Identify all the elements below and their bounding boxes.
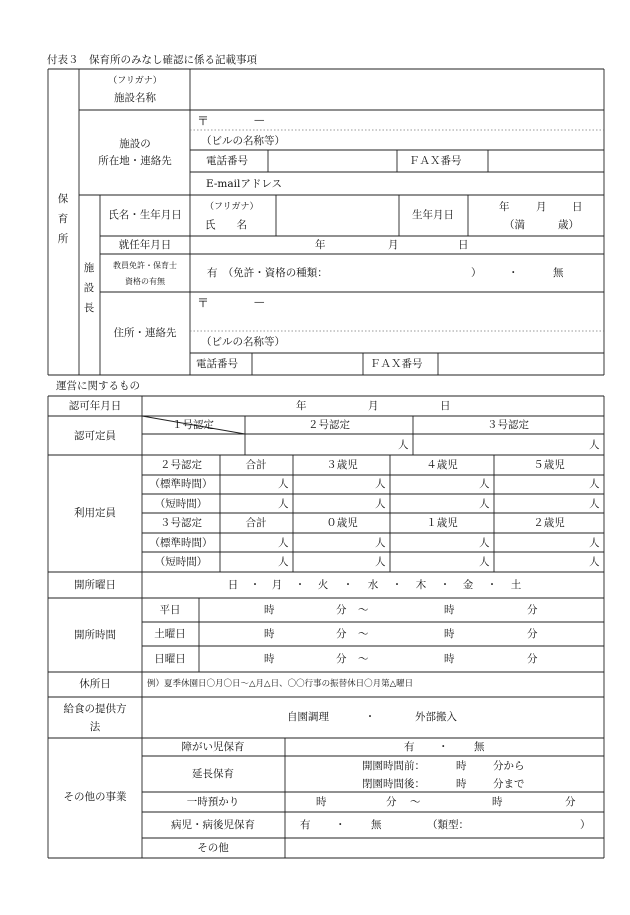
operations-heading: 運営に関するもの [56,380,140,392]
appointed-label: 就任年月日 [118,239,172,251]
dob-day: 日 [572,201,583,213]
unit: 人 [479,537,490,549]
age-close: 歳） [558,219,579,231]
minute-unit: 分 [527,604,538,616]
hour-unit: 時 [444,628,455,640]
tilde: 〜 [358,604,369,616]
hour-unit: 時 [264,628,275,640]
tel-label: 電話番号 [206,155,248,167]
hours-label: 開所時間 [74,629,116,641]
hour-unit: 時 [456,760,467,772]
director-label-char: 長 [83,302,95,314]
usage-total: 合計 [245,459,267,471]
director-postal-mark: 〒 [197,296,210,310]
license-yes: 有 （免許・資格の種類： [207,267,328,279]
day-sep: ・ [391,579,403,591]
day-sat: 土 [510,579,522,591]
minute-unit: 分 [527,653,538,665]
license-no: 無 [553,267,564,279]
sunday-label: 日曜日 [154,653,186,665]
unit: 人 [589,556,600,568]
minute-unit: 分 [336,653,347,665]
postal-dash: — [254,114,265,126]
disability-yes: 有 [404,741,415,753]
director-label-char: 設 [83,282,95,294]
usage-age1: １歳児 [426,517,458,529]
unit: 人 [375,556,386,568]
form-title: 付表３ 保育所のみなし確認に係る記載事項 [47,54,257,66]
license-label-line2: 資格の有無 [125,277,165,286]
unit: 人 [375,478,386,490]
license-type-field[interactable] [360,264,470,282]
weekday-label: 平日 [159,604,181,616]
usage-age3: ３歳児 [326,459,358,471]
usage-short: （短時間） [154,498,208,510]
unit: 人 [278,537,289,549]
tel-field[interactable] [270,152,395,170]
unit: 人 [589,478,600,490]
day-tue: 火 [317,579,329,591]
license-label-line1: 教員免許・保育士 [113,261,177,270]
hour-unit: 時 [316,796,327,808]
day-sun: 日 [227,579,239,591]
director-name-field[interactable] [278,197,397,234]
meal-label-line2: 法 [89,721,101,733]
unit: 人 [278,498,289,510]
sick-child-label: 病児・病後児保育 [171,819,255,831]
day-sep: ・ [294,579,306,591]
email-label: E-mailアドレス [206,178,283,190]
type-label: （類型： [427,819,469,831]
usage-short-2: （短時間） [154,556,208,568]
capacity-label: 認可定員 [74,430,116,442]
meal-self: 自園調理 [287,711,329,723]
director-furigana-label: （フリガナ） [205,202,259,212]
cert2-unit: 人 [398,439,409,451]
hour-unit: 時 [444,604,455,616]
building-label: （ビルの名称等） [201,135,285,147]
cert1-header: １号認定 [172,419,214,431]
day-sep: ・ [486,579,498,591]
usage-cert3: ３号認定 [160,517,202,529]
day-wed: 水 [367,579,379,591]
unit: 人 [589,537,600,549]
day-mon: 月 [271,579,283,591]
fax-label: ＦＡＸ番号 [409,155,462,167]
other-services-label: その他の事業 [63,791,127,803]
sick-child-sep: ・ [335,819,346,831]
after-close-label: 閉園時間後： [362,778,425,790]
fax-field[interactable] [490,152,602,170]
section-label-char: 育 [57,213,69,225]
appointed-day: 日 [458,239,469,251]
tilde: 〜 [410,796,421,808]
type-close: ） [580,819,591,831]
day-fri: 金 [462,579,474,591]
director-fax-label: ＦＡＸ番号 [370,358,423,370]
age-open: （満 [504,219,525,231]
day-sep: ・ [439,579,451,591]
director-postal-dash: — [254,296,265,308]
days-label: 開所曜日 [74,579,116,591]
unit: 人 [479,478,490,490]
disability-no: 無 [474,741,485,753]
minute-unit: 分 [336,604,347,616]
usage-label: 利用定員 [74,507,116,519]
usage-age5: ５歳児 [533,459,565,471]
minute-unit: 分 [386,796,397,808]
postal-mark: 〒 [197,114,210,128]
extended-label: 延長保育 [192,768,234,780]
unit: 人 [589,498,600,510]
meal-outside: 外部搬入 [415,711,457,723]
director-address-label: 住所・連絡先 [113,327,177,339]
approval-date-label: 認可年月日 [68,400,122,412]
minute-unit: 分 [336,628,347,640]
usage-age0: ０歳児 [326,517,358,529]
section-label-char: 所 [57,233,69,245]
approval-year: 年 [296,400,307,412]
disability-label: 障がい児保育 [181,741,245,753]
director-name-label: 氏 名 [205,219,247,231]
sick-child-yes: 有 [300,819,311,831]
name-dob-label: 氏名・生年月日 [108,209,182,221]
dob-label: 生年月日 [412,209,454,221]
unit: 人 [375,498,386,510]
facility-furigana-label: （フリガナ） [108,76,162,86]
unit: 人 [479,556,490,568]
usage-standard: （標準時間） [149,478,213,490]
dob-month: 月 [536,201,547,213]
hour-unit: 時 [492,796,503,808]
approval-day: 日 [440,400,451,412]
saturday-label: 土曜日 [154,628,186,640]
day-sep: ・ [249,579,261,591]
day-thu: 木 [415,579,427,591]
sick-child-no: 無 [371,819,382,831]
license-close: ） [471,267,482,279]
until-label: 分まで [493,778,525,790]
location-label-line2: 所在地・連絡先 [98,155,172,167]
section-label-char: 保 [57,193,69,205]
facility-name-field[interactable] [192,71,602,108]
from-label: 分から [493,760,525,772]
location-label-line1: 施設の [119,138,151,150]
usage-age4: ４歳児 [426,459,458,471]
unit: 人 [278,478,289,490]
unit: 人 [375,537,386,549]
approval-month: 月 [368,400,379,412]
usage-age2: ２歳児 [533,517,565,529]
hour-unit: 時 [456,778,467,790]
facility-name-label: 施設名称 [114,92,156,104]
cert3-unit: 人 [589,439,600,451]
day-sep: ・ [342,579,354,591]
director-label-char: 施 [83,262,95,274]
director-tel-label: 電話番号 [196,358,238,370]
cert3-header: ３号認定 [487,419,529,431]
other-label: その他 [197,842,229,854]
minute-unit: 分 [565,796,576,808]
usage-cert2: ２号認定 [160,459,202,471]
appointed-month: 月 [388,239,399,251]
usage-total-2: 合計 [245,517,267,529]
tilde: 〜 [358,653,369,665]
director-building-label: （ビルの名称等） [201,336,285,348]
unit: 人 [479,498,490,510]
before-open-label: 開園時間前： [362,760,425,772]
temporary-label: 一時預かり [186,796,240,808]
hour-unit: 時 [264,604,275,616]
usage-standard-2: （標準時間） [149,537,213,549]
meal-label-line1: 給食の提供方 [63,703,127,715]
closed-example: 例）夏季休園日〇月〇日〜△月△日、〇〇行事の振替休日〇月第△曜日 [147,679,414,689]
hour-unit: 時 [264,653,275,665]
license-dot: ・ [508,267,519,279]
tilde: 〜 [358,628,369,640]
minute-unit: 分 [527,628,538,640]
appointed-year: 年 [315,239,326,251]
dob-year: 年 [499,201,510,213]
unit: 人 [278,556,289,568]
cert2-header: ２号認定 [308,419,350,431]
disability-sep: ・ [438,741,449,753]
hour-unit: 時 [444,653,455,665]
closed-label: 休所日 [79,678,111,690]
meal-sep: ・ [364,711,376,723]
